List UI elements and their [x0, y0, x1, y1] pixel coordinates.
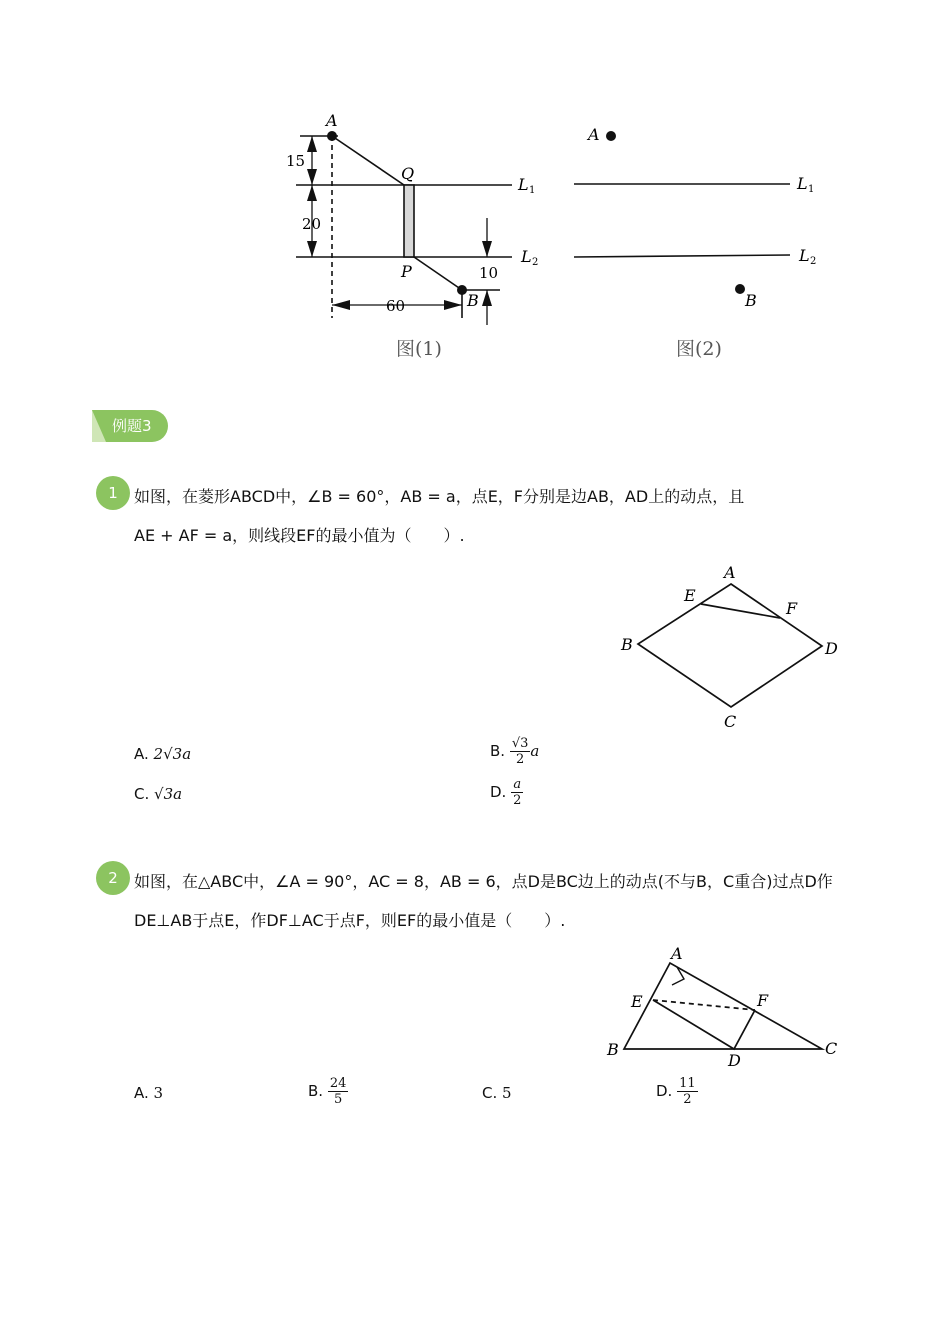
label-l2: L: [521, 247, 532, 266]
dim-15: 15: [286, 152, 306, 170]
figure-1-caption: 图(1): [396, 338, 442, 360]
q2-choice-c-value: 5: [502, 1084, 512, 1102]
figure-2-caption: 图(2): [676, 338, 722, 360]
rhombus-label-d: D: [825, 639, 838, 658]
example-tag: 例题3: [92, 410, 168, 442]
point-a-dot: [327, 131, 337, 141]
q1-choice-b-denominator: 2: [515, 752, 525, 767]
point-b-dot: [457, 285, 467, 295]
fig2-label-l1-sub: 1: [808, 184, 815, 195]
question-1-line-1: 如图，在菱形ABCD中，∠B = 60°，AB = a，点E，F分别是边AB，AD上的动点，且: [134, 487, 745, 506]
rhombus-label-b: B: [621, 635, 633, 654]
segment-ef: [701, 604, 780, 618]
q1-choice-d-numerator: a: [511, 777, 523, 793]
fig2-label-l1: L: [797, 174, 808, 193]
label-b: B: [467, 291, 479, 310]
question-1-line-2: AE + AF = a，则线段EF的最小值为（ ）.: [134, 526, 465, 545]
q2-choice-a-letter: A.: [134, 1084, 149, 1102]
q1-choice-d-letter: D.: [490, 783, 507, 801]
dim-10: 10: [479, 264, 499, 282]
q1-choice-b-letter: B.: [490, 742, 506, 760]
q2-choice-a[interactable]: [134, 1084, 163, 1102]
q2-choice-b-fraction: [328, 1076, 349, 1107]
question-2-line-2: DE⊥AB于点E，作DF⊥AC于点F，则EF的最小值是（ ）.: [134, 911, 566, 930]
q2-choice-b-numerator: 24: [329, 1076, 347, 1091]
label-l1: L: [518, 175, 529, 194]
q2-choice-d-fraction: [677, 1076, 698, 1107]
rhombus-label-f: F: [786, 599, 798, 618]
q1-choice-c[interactable]: [134, 785, 182, 803]
fig2-label-l2: L: [799, 246, 810, 265]
question-1-number: 1: [96, 476, 130, 510]
q1-choice-a[interactable]: [134, 745, 191, 763]
example-tag-fold: [92, 410, 106, 442]
top-figures: [0, 0, 950, 380]
rhombus-figure: [600, 555, 860, 735]
triangle-abc: [624, 963, 822, 1049]
triangle-label-f: F: [757, 991, 769, 1010]
q1-choice-d-denominator: 2: [513, 793, 522, 808]
q2-choice-b[interactable]: [308, 1076, 348, 1107]
q1-choice-b-fraction: [510, 736, 531, 767]
dimension-arrows: [307, 136, 492, 310]
triangle-figure: [600, 940, 850, 1070]
dim-20: 20: [302, 215, 322, 233]
fig2-line-l2: [574, 255, 790, 257]
rhombus-label-e: E: [684, 586, 696, 605]
triangle-label-b: B: [607, 1040, 619, 1059]
label-l1-sub: 1: [529, 185, 536, 196]
q2-choice-c[interactable]: [482, 1084, 512, 1102]
rhombus-label-a: A: [724, 563, 736, 582]
fig2-point-a-dot: [606, 131, 616, 141]
q2-choice-d[interactable]: [656, 1076, 698, 1107]
q2-choice-d-numerator: 11: [679, 1076, 696, 1091]
figure-2: [574, 184, 790, 257]
q1-choice-b-suffix: a: [530, 742, 540, 760]
q1-choice-d-fraction: [511, 777, 523, 808]
q1-choice-a-value: 2√3a: [153, 745, 192, 763]
q1-choice-c-value: √3a: [154, 785, 183, 803]
q2-choice-a-value: 3: [153, 1084, 164, 1102]
label-a: A: [326, 111, 338, 130]
fig2-label-a: A: [588, 125, 600, 144]
label-p: P: [401, 262, 412, 281]
fig2-label-l2-sub: 2: [810, 256, 817, 267]
q2-choice-b-letter: B.: [308, 1082, 324, 1100]
q2-choice-d-denominator: 2: [683, 1092, 692, 1107]
label-q: Q: [401, 164, 415, 183]
q1-choice-b[interactable]: [490, 736, 539, 767]
dim-60: 60: [386, 297, 406, 315]
segment-aq: [332, 136, 404, 185]
q1-choice-a-letter: A.: [134, 745, 149, 763]
q2-choice-c-letter: C.: [482, 1084, 498, 1102]
q2-choice-b-denominator: 5: [333, 1092, 343, 1107]
segment-pb: [414, 257, 462, 290]
triangle-label-e: E: [631, 992, 643, 1011]
segments-ed-df: [653, 1000, 755, 1049]
label-l2-sub: 2: [532, 257, 539, 268]
bridge-pq: [404, 185, 414, 257]
question-2-number: 2: [96, 861, 130, 895]
triangle-label-c: C: [825, 1039, 838, 1058]
question-2-line-1: 如图，在△ABC中，∠A = 90°，AC = 8，AB = 6，点D是BC边上的动点(不与B，C重合)过点D作: [134, 872, 833, 891]
rhombus-label-c: C: [724, 712, 737, 731]
q1-choice-b-numerator: √3: [511, 736, 529, 751]
fig2-label-b: B: [745, 291, 757, 310]
q1-choice-d[interactable]: [490, 777, 523, 808]
fig2-point-b-dot: [735, 284, 745, 294]
triangle-label-a: A: [671, 944, 683, 963]
triangle-label-d: D: [728, 1051, 741, 1070]
q1-choice-c-letter: C.: [134, 785, 150, 803]
q2-choice-d-letter: D.: [656, 1082, 673, 1100]
